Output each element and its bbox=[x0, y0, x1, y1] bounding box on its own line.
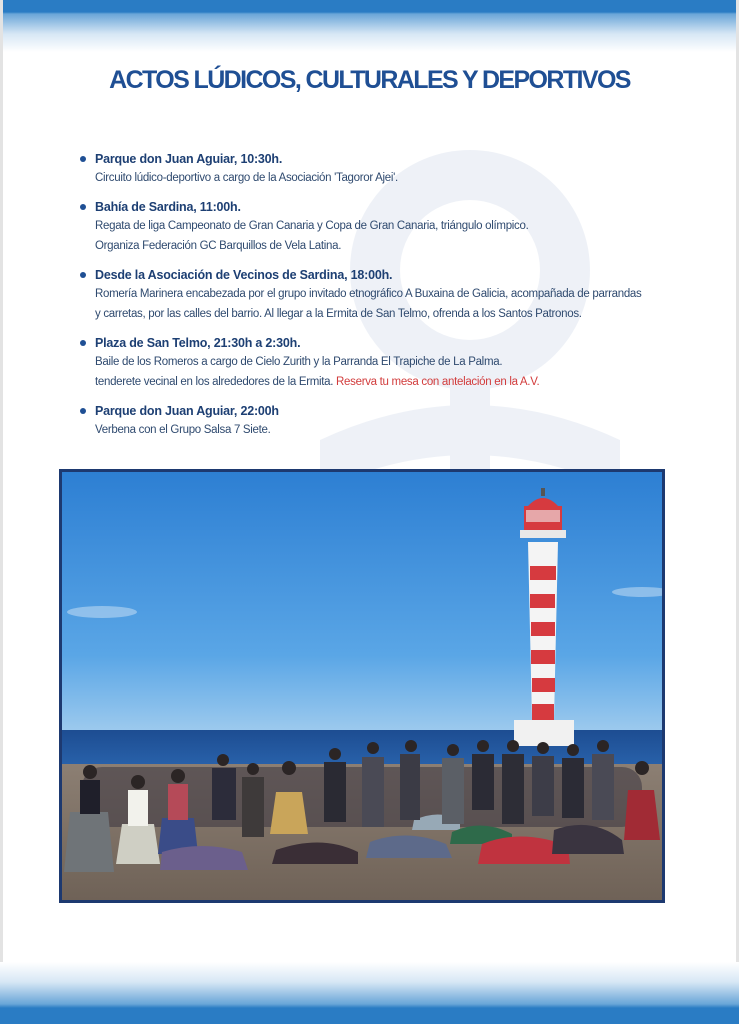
event-description: Organiza Federación GC Barquillos de Vela Latina. bbox=[95, 240, 342, 252]
bullet-icon bbox=[80, 408, 86, 414]
page-edge-left bbox=[0, 0, 3, 1024]
top-decorative-band bbox=[0, 0, 739, 52]
event-heading: Parque don Juan Aguiar, 10:30h. bbox=[95, 152, 283, 166]
event-description-text: tenderete vecinal en los alrededores de la Ermita. bbox=[95, 376, 337, 388]
bullet-icon bbox=[80, 156, 86, 162]
event-item bbox=[80, 266, 680, 325]
event-heading: Parque don Juan Aguiar, 22:00h bbox=[95, 403, 279, 418]
events-list bbox=[80, 150, 680, 449]
event-item bbox=[80, 402, 680, 441]
lighthouse-group-photo bbox=[62, 472, 662, 900]
event-description: Baile de los Romeros a cargo de Cielo Zurith y la Parranda El Trapiche de La Palma. bbox=[95, 355, 503, 368]
reservation-note: Reserva tu mesa con antelación en la A.V. bbox=[336, 376, 540, 388]
event-description: Circuito lúdico-deportivo a cargo de la Asociación 'Tagoror Ajei'. bbox=[95, 172, 398, 184]
bullet-icon bbox=[80, 272, 86, 278]
event-description: y carretas, por las calles del barrio. Al llegar a la Ermita de San Telmo, ofrenda a los Santos Patronos. bbox=[95, 308, 582, 320]
event-description bbox=[95, 372, 680, 393]
event-description: Romería Marinera encabezada por el grupo invitado etnográfico A Buxaina de Galicia, acompañada de parrandas bbox=[95, 287, 642, 300]
event-heading: Plaza de San Telmo, 21:30h a 2:30h. bbox=[95, 335, 301, 350]
bottom-decorative-band bbox=[0, 962, 739, 1024]
event-item bbox=[80, 150, 680, 189]
bullet-icon bbox=[80, 340, 86, 346]
event-item bbox=[80, 334, 680, 393]
event-description: Regata de liga Campeonato de Gran Canaria y Copa de Gran Canaria, triángulo olímpico. bbox=[95, 219, 529, 232]
photo-frame bbox=[59, 469, 665, 903]
event-description: Verbena con el Grupo Salsa 7 Siete. bbox=[95, 423, 271, 436]
event-item bbox=[80, 198, 680, 257]
event-heading: Desde la Asociación de Vecinos de Sardina, 18:00h. bbox=[95, 267, 393, 282]
page-title: ACTOS LÚDICOS, CULTURALES Y DEPORTIVOS bbox=[109, 66, 630, 94]
event-heading: Bahía de Sardina, 11:00h. bbox=[95, 199, 241, 214]
bullet-icon bbox=[80, 204, 86, 210]
